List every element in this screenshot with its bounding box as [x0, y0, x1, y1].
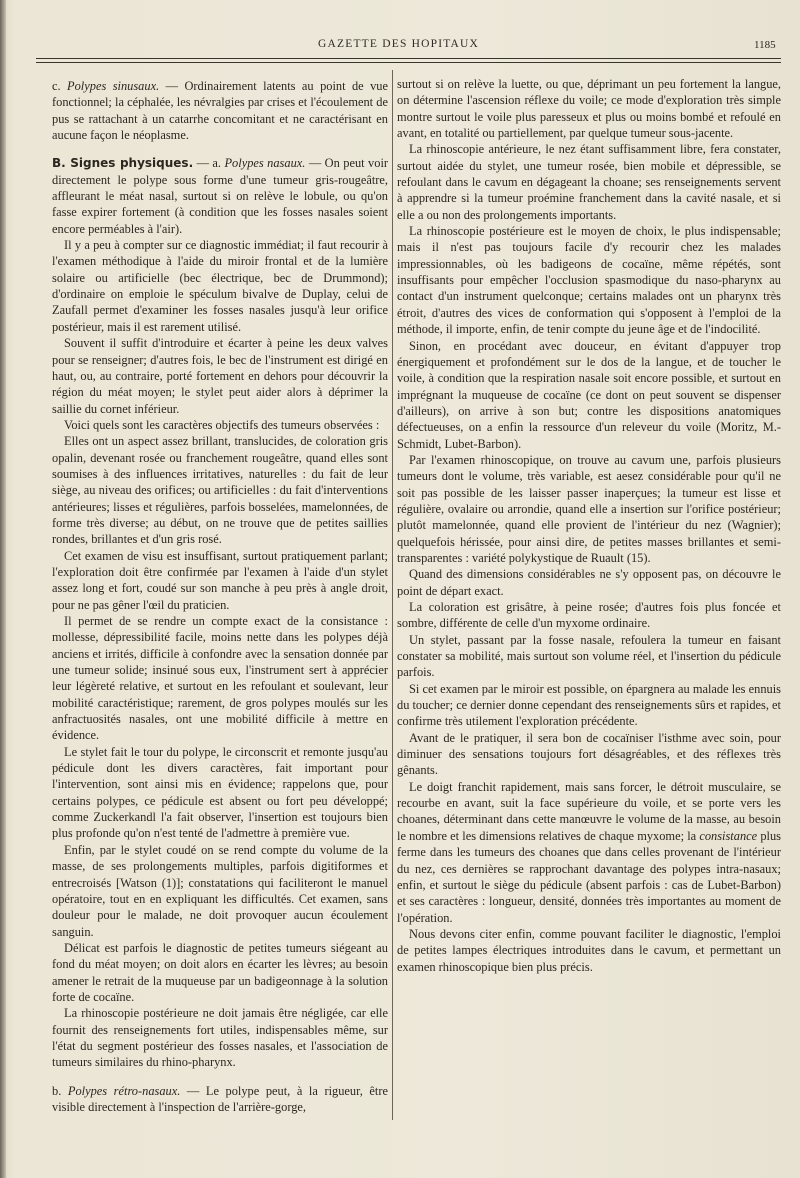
paragraph-text: Délicat est parfois le diagnostic de petites tumeurs siégeant au fond du méat moyen; on doit alors en écarter les lèvres; au besoin amener le retrait de la muqueuse par un badigeonnage à la solution forte de cocaïne. — [52, 940, 388, 1004]
paragraph-text: Un stylet, passant par la fosse nasale, refoulera la tumeur en faisant constater sa mobilité, mais surtout son volume réel, et l'insertion du pédicule parfois. — [397, 632, 781, 680]
subsection-title: Polypes rétro-nasaux. — [67, 1083, 181, 1098]
section-label: — a. — [193, 156, 225, 171]
paragraph-text: La coloration est grisâtre, à peine rosée; d'autres fois plus foncée et sombre, différente de celle d'un myxome ordinaire. — [397, 600, 781, 631]
paragraph-text: La rhinoscopie antérieure, le nez étant suffisamment libre, fera constater, surtout aidée du stylet, une tumeur rosée, bien mobile et dépressible, se refoulant dans le cavum en dégageant la choane; ses renseignements servent à apprendre si la tumeur proémine franchement dans la cavité nasale, et si elle a ou non des prolongements importants. — [397, 142, 781, 222]
left-column — [52, 78, 388, 1115]
paragraph-text: La rhinoscopie postérieure ne doit jamais être négligée, car elle fournit des renseignements fort utiles, indispensables même, sur l'état du segment postérieur des fosses nasales, et l'association de tumeurs similaires du rhino-pharynx. — [52, 1006, 388, 1070]
paragraph-text: Avant de le pratiquer, il sera bon de cocaïniser l'isthme avec soin, pour diminuer des sensations toujours fort désagréables, et des réflexes très gênants. — [397, 730, 781, 778]
paragraph-text: Si cet examen par le miroir est possible, on épargnera au malade les ennuis du toucher; ce dernier donne cependant des renseignements sûrs et rapides, et confirme très utilement l'exploration précédente. — [397, 681, 781, 729]
paragraph — [397, 599, 781, 632]
paragraph — [397, 926, 781, 975]
paragraph — [52, 940, 388, 1005]
paragraph-text: Souvent il suffit d'introduire et écarter à peine les deux valves pour se renseigner; d'autres fois, le bec de l'instrument est dirigé en haut, ou, au contraire, porté fortement en dehors pour découvrir la région du méat moyen; le stylet peut aider alors à déprimer la saillie du cornet inférieur. — [52, 336, 388, 416]
paragraph — [52, 842, 388, 940]
paragraph-text: Il y a peu à compter sur ce diagnostic immédiat; il faut recourir à l'examen méthodique à l'aide du miroir frontal et de la lumière solaire ou artificielle (bec électrique, bec de Drummond); d'ordinaire on emploie le spéculum bivalve de Duplay, celui de Zaufall permet d'examiner les fosses nasales jusqu'à leur orifice postérieur, mais il est rarement utilisé. — [52, 238, 388, 334]
paragraph — [52, 155, 388, 237]
subsection-title: Polypes nasaux. — [224, 156, 306, 171]
paragraph-text: La rhinoscopie postérieure est le moyen de choix, le plus indispensable; mais il n'est pas toujours facile d'y recourir chez les malades impressionnables, où les badigeons de cocaïne, même répétés, sont insuffisants pour empêcher l'occlusion spasmodique du naso-pharynx au contact d'un instrument quelconque; certains malades ont un pharynx très étroit, d'autres des vices de conformation qui s'opposent à l'emploi de la méthode, il importe, enfin, de tenir compte du jeune âge et de l'indocilité. — [397, 224, 781, 337]
section-label: b. — [52, 1083, 68, 1098]
paragraph-text: plus ferme dans les tumeurs des choanes que dans celles provenant de l'intérieur du nez, ces dernières se rapprochant davantage des polypes intra-nasaux; enfin, et surtout le siège du pédicule (absent parfois : cas de Lubet-Barbon) et ses caractères : longueur, densité, données très importantes au moment de l'opération. — [397, 828, 781, 925]
paragraph — [397, 452, 781, 566]
paragraph — [52, 237, 388, 335]
paragraph-text: Enfin, par le stylet coudé on se rend compte du volume de la masse, de ses prolongements multiples, parfois digitiformes et entrecroisés [Watson (1)]; constatations qui faciliteront le manuel opératoire, tout en en expliquant les difficultés. Cet examen, sans douleur pour le malade, ne doit provoquer aucun écoulement sanguin. — [52, 842, 388, 939]
section-label: c. — [52, 79, 68, 93]
paragraph-text: Cet examen de visu est insuffisant, surtout pratiquement parlant; l'exploration doit être confirmée par l'examen à l'aide d'un stylet assez long et fort, coudé sur son manche à peu près à angle droit, pour ne pas gêner l'œil du praticien. — [52, 548, 388, 612]
paragraph — [52, 613, 388, 744]
paragraph-text: Quand des dimensions considérables ne s'y opposent pas, on découvre le point de départ exact. — [397, 567, 781, 598]
paragraph — [397, 681, 781, 730]
paragraph — [397, 632, 781, 681]
paragraph-text: Par l'examen rhinoscopique, on trouve au cavum une, parfois plusieurs tumeurs dont le volume, très variable, est aesez considérable pour qu'il ne soit pas possible de les laisser passer inaperçues; la tumeur est lisse et régulière, ovalaire ou arrondie, quand elle a insertion sur l'orifice postérieur; plutôt mamelonnée, quand elle provient de l'intérieur du nez (Wagnier); quelquefois hérissée, pour ainsi dire, de petites masses brillantes et semi-transparentes : variété polykystique de Ruault (15). — [397, 452, 781, 565]
paragraph-text: Nous devons citer enfin, comme pouvant faciliter le diagnostic, l'emploi de petites lampes électriques introduites dans le cavum, et permettant un examen rhinoscopique bien plus précis. — [397, 926, 781, 974]
paragraph-text: Elles ont un aspect assez brillant, translucides, de coloration gris opalin, devenant rosée ou franchement rougeâtre, quand elles sont soumises à des influences irritatives, naturelles : du fait de leur siège, au niveau des orifices; ou artificielles : du fait d'interventions antérieures; lisses et régulières, parfois bosselées, mamelonnées, de forme très diverse; au début, on ne trouve que de petites saillies rondes, brillantes et d'un gris rosé. — [52, 434, 388, 547]
binding-spine — [0, 0, 6, 1178]
paragraph — [52, 78, 388, 143]
paragraph — [397, 730, 781, 779]
emphasis: consistance — [699, 828, 758, 843]
paragraph — [52, 1083, 388, 1116]
paragraph — [397, 141, 781, 223]
subsection-title: Polypes sinusaux. — [67, 79, 160, 93]
right-column — [397, 76, 781, 975]
paragraph — [52, 548, 388, 613]
paragraph — [397, 566, 781, 599]
paragraph — [52, 335, 388, 417]
paragraph-text: Il permet de se rendre un compte exact de la consistance : mollesse, dépressibilité facile, moins nette dans les polypes déjà anciens et irrités, difficile à confondre avec la sensation donnée par une tumeur solide; insinué sous eux, l'instrument sert à apprécier leur légèreté relative, et surtout en les refoulant et soulevant, leur mobilité caractéristique; rarement, de gros polypes moulés sur les anfractuosités nasales, ont une mobilité difficile à mettre en évidence. — [52, 614, 388, 743]
journal-title: GAZETTE DES HOPITAUX — [318, 38, 480, 50]
paragraph-text: — Le polype peut, à la rigueur, être visible directement à l'inspection de l'arrière-gorge, — [52, 1083, 388, 1114]
header-rule-bottom — [36, 62, 781, 63]
paragraph — [397, 76, 781, 141]
paragraph-text: Sinon, en procédant avec douceur, en évitant d'appuyer trop énergiquement et profondément sur le dos de la langue, et de toucher le voile, à condition que la respiration nasale soit encore possible, et surtout en imprégnant la muqueuse de cocaïne (ce dont on peut souvent se dispenser d'ailleurs), on arrive à son but; contre les dispositions anatomiques défectueuses, on a enfin la ressource d'un releveur du voile (Moritz, M.-Schmidt, Lubet-Barbon). — [397, 338, 781, 451]
paragraph — [52, 744, 388, 842]
paragraph-text: — Ordinairement latents au point de vue fonctionnel; la céphalée, les névralgies par crises et l'écoulement de pus se rattachant à un catarrhe concomitant et ne caractérisant en aucune façon le néoplasme. — [52, 79, 389, 143]
section-heading: B. Signes physiques. — [52, 156, 194, 171]
paragraph-text: Voici quels sont les caractères objectifs des tumeurs observées : — [64, 417, 380, 432]
paragraph — [397, 338, 781, 452]
paragraph — [52, 433, 388, 547]
paragraph-text: Le doigt franchit rapidement, mais sans forcer, le détroit musculaire, se recourbe en avant, suit la face supérieure du voile, et se porte vers les choanes, déterminant dans cette manœuvre le volume de la masse, au besoin le nombre et les dimensions relatives de chaque myxome; la — [397, 779, 781, 843]
paragraph-text: surtout si on relève la luette, ou que, déprimant un peu fortement la langue, on détermine l'ascension réflexe du voile; ce mode d'exploration très simple montre surtout le voile plus paresseux et plus ou moins bombé et refoulé en avant, en totalité ou partiellement, par quelque tumeur sous-jacente. — [397, 77, 781, 141]
running-head — [0, 38, 800, 54]
header-rule-top — [36, 58, 781, 59]
paragraph — [52, 417, 388, 433]
paragraph-text: — On peut voir directement le polype sous forme d'une tumeur gris-rougeâtre, affleurant le méat nasal, surtout si on relève le lobule, ou qu'on fasse expirer fortement (à condition que les fosses nasales soient encore perméables à l'air). — [52, 156, 389, 236]
page-number: 1185 — [754, 39, 776, 51]
column-divider — [392, 70, 393, 1120]
paragraph — [397, 779, 781, 926]
paragraph — [52, 1005, 388, 1070]
paragraph-text: Le stylet fait le tour du polype, le circonscrit et remonte jusqu'au pédicule dont les divers caractères, fait important pour l'intervention, sont ainsi mis en évidence; rappelons que, pour certains polypes, ce pédicule est absent ou fort peu développé; comme Zuckerkandl l'a fait observer, l'insertion est toujours bien plus profonde qu'on n'est tenté de l'admettre à première vue. — [52, 744, 388, 841]
paragraph — [397, 223, 781, 337]
